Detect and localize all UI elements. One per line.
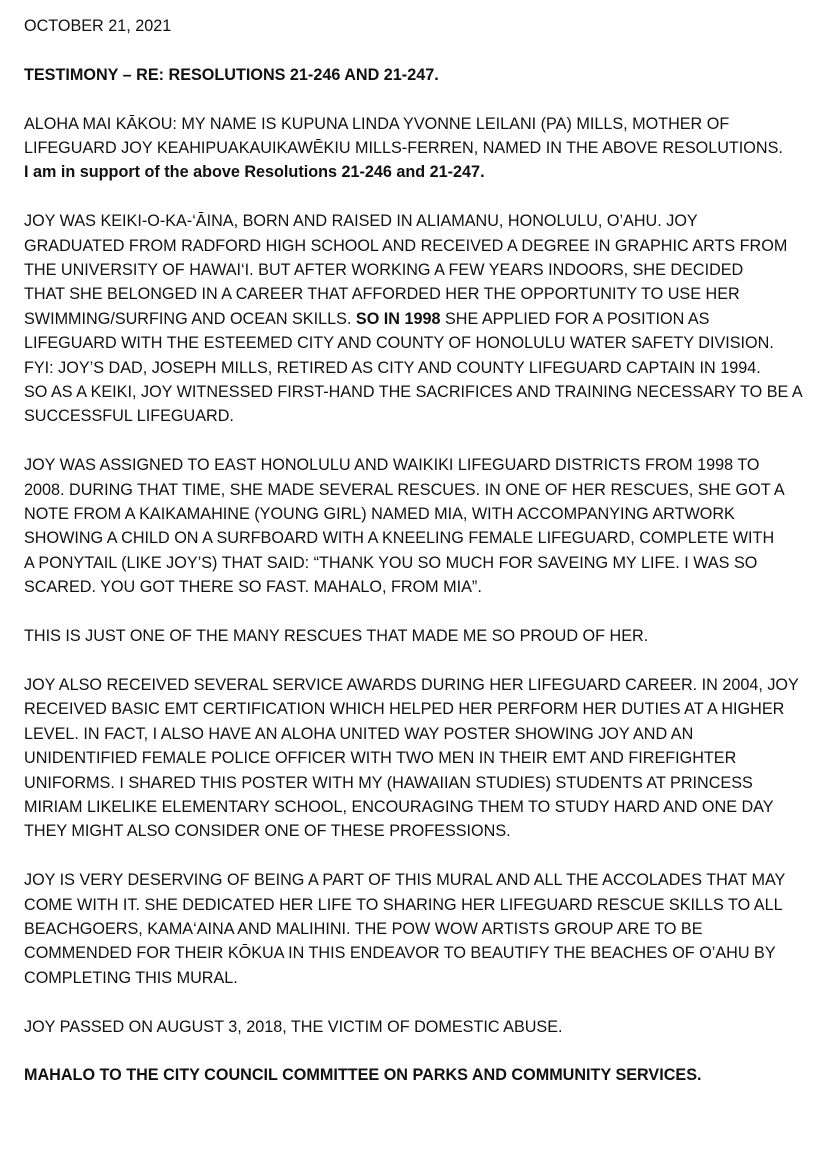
text-line: THEY MIGHT ALSO CONSIDER ONE OF THESE PROFESSIONS. — [24, 822, 511, 841]
passing-paragraph — [24, 1015, 814, 1039]
rescue-paragraph — [24, 453, 814, 599]
text-line: COMMENDED FOR THEIR KŌKUA IN THIS ENDEAVOR TO BEAUTIFY THE BEACHES OF O’AHU BY — [24, 944, 776, 963]
text-line: RECEIVED BASIC EMT CERTIFICATION WHICH HELPED HER PERFORM HER DUTIES AT A HIGHER — [24, 700, 785, 719]
text-line: UNIFORMS. I SHARED THIS POSTER WITH MY (HAWAIIAN STUDIES) STUDENTS AT PRINCESS — [24, 773, 753, 792]
intro-paragraph — [24, 112, 814, 185]
text-line: BEACHGOERS, KAMA‘AINA AND MALIHINI. THE POW WOW ARTISTS GROUP ARE TO BE — [24, 919, 703, 938]
text-line: NOTE FROM A KAIKAMAHINE (YOUNG GIRL) NAMED MIA, WITH ACCOMPANYING ARTWORK — [24, 505, 735, 524]
date-text: OCTOBER 21, 2021 — [24, 17, 172, 35]
testimony-document — [24, 14, 814, 1112]
text-line: LEVEL. IN FACT, I ALSO HAVE AN ALOHA UNITED WAY POSTER SHOWING JOY AND AN — [24, 724, 694, 743]
text-line: JOY IS VERY DESERVING OF BEING A PART OF THIS MURAL AND ALL THE ACCOLADES THAT MAY — [24, 871, 786, 890]
text-line: THIS IS JUST ONE OF THE MANY RESCUES THAT MADE ME SO PROUD OF HER. — [24, 627, 649, 646]
background-paragraph — [24, 209, 814, 429]
text-line: THAT SHE BELONGED IN A CAREER THAT AFFORDED HER THE OPPORTUNITY TO USE HER — [24, 285, 740, 304]
text-line: GRADUATED FROM RADFORD HIGH SCHOOL AND RECEIVED A DEGREE IN GRAPHIC ARTS FROM — [24, 236, 788, 255]
text-line: JOY WAS ASSIGNED TO EAST HONOLULU AND WAIKIKI LIFEGUARD DISTRICTS FROM 1998 TO — [24, 456, 760, 475]
text-line: JOY ALSO RECEIVED SEVERAL SERVICE AWARDS DURING HER LIFEGUARD CAREER. IN 2004, JOY — [24, 675, 799, 694]
closing-statement — [24, 1063, 814, 1087]
pride-paragraph — [24, 624, 814, 648]
text-segment: SHE APPLIED FOR A POSITION AS — [440, 309, 710, 328]
text-line: COMPLETING THIS MURAL. — [24, 968, 238, 987]
support-statement: I am in support of the above Resolutions 21-246 and 21-247. — [24, 163, 485, 182]
text-line: ALOHA MAI KĀKOU: MY NAME IS KUPUNA LINDA YVONNE LEILANI (PA) MILLS, MOTHER OF — [24, 114, 730, 133]
awards-paragraph — [24, 673, 814, 844]
text-line: SUCCESSFUL LIFEGUARD. — [24, 407, 234, 426]
text-line: THE UNIVERSITY OF HAWAI‘I. BUT AFTER WORKING A FEW YEARS INDOORS, SHE DECIDED — [24, 261, 744, 280]
text-line — [24, 307, 814, 331]
text-line: MIRIAM LIKELIKE ELEMENTARY SCHOOL, ENCOURAGING THEM TO STUDY HARD AND ONE DAY — [24, 797, 774, 816]
text-line: JOY WAS KEIKI-O-KA-‘ĀINA, BORN AND RAISED IN ALIAMANU, HONOLULU, O’AHU. JOY — [24, 212, 698, 231]
text-line: A PONYTAIL (LIKE JOY’S) THAT SAID: “THANK YOU SO MUCH FOR SAVEING MY LIFE. I WAS SO — [24, 553, 758, 572]
text-line: 2008. DURING THAT TIME, SHE MADE SEVERAL RESCUES. IN ONE OF HER RESCUES, SHE GOT A — [24, 480, 785, 499]
document-date — [24, 14, 814, 38]
text-segment: SWIMMING/SURFING AND OCEAN SKILLS. — [24, 309, 356, 328]
text-line: COME WITH IT. SHE DEDICATED HER LIFE TO SHARING HER LIFEGUARD RESCUE SKILLS TO ALL — [24, 895, 783, 914]
text-line: FYI: JOY’S DAD, JOSEPH MILLS, RETIRED AS CITY AND COUNTY LIFEGUARD CAPTAIN IN 1994. — [24, 358, 761, 377]
text-line: JOY PASSED ON AUGUST 3, 2018, THE VICTIM OF DOMESTIC ABUSE. — [24, 1017, 563, 1036]
closing-text: MAHALO TO THE CITY COUNCIL COMMITTEE ON PARKS AND COMMUNITY SERVICES. — [24, 1066, 702, 1085]
text-line: SCARED. YOU GOT THERE SO FAST. MAHALO, FROM MIA”. — [24, 578, 482, 597]
heading-text: TESTIMONY – RE: RESOLUTIONS 21-246 AND 21-247. — [24, 65, 439, 84]
text-line: UNIDENTIFIED FEMALE POLICE OFFICER WITH TWO MEN IN THEIR EMT AND FIREFIGHTER — [24, 749, 737, 768]
text-line: SO AS A KEIKI, JOY WITNESSED FIRST-HAND THE SACRIFICES AND TRAINING NECESSARY TO BE A — [24, 383, 803, 402]
text-line: SHOWING A CHILD ON A SURFBOARD WITH A KNEELING FEMALE LIFEGUARD, COMPLETE WITH — [24, 529, 775, 548]
mural-paragraph — [24, 868, 814, 990]
text-line: LIFEGUARD JOY KEAHIPUAKAUIKAWĒKIU MILLS-FERREN, NAMED IN THE ABOVE RESOLUTIONS. — [24, 139, 783, 157]
emphasis-text: SO IN 1998 — [355, 309, 441, 328]
text-line: LIFEGUARD WITH THE ESTEEMED CITY AND COUNTY OF HONOLULU WATER SAFETY DIVISION. — [24, 334, 774, 353]
document-heading — [24, 63, 814, 87]
